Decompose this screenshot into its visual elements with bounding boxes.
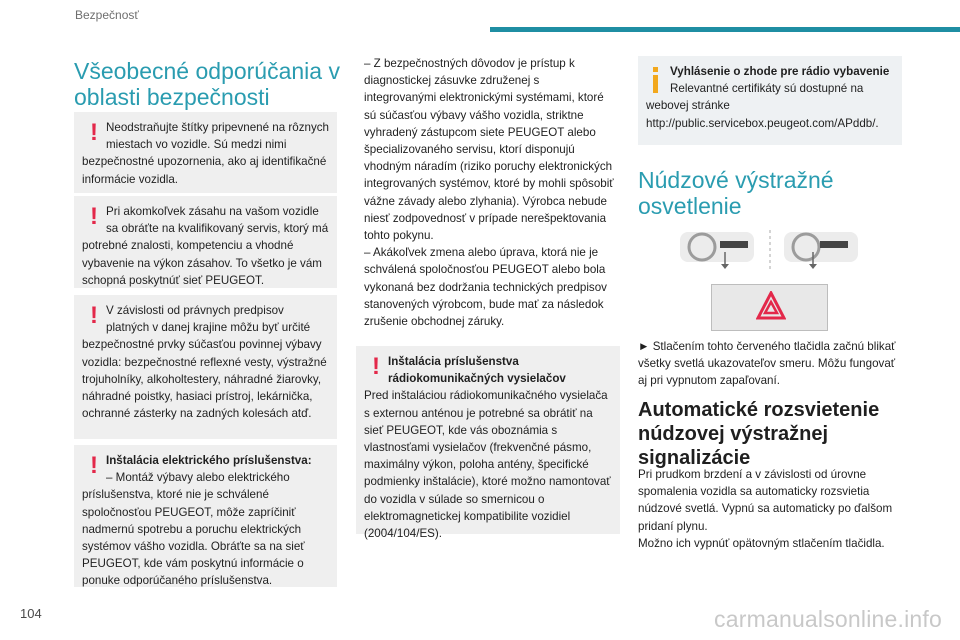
warning-box-service (74, 196, 337, 288)
warning-exclamation-icon: ! (90, 119, 98, 146)
warning-box-equipment (74, 295, 337, 439)
warning-text: Neodstraňujte štítky pripevnené na rôznych miestach vo vozidle. Sú medzi nimi bezpečnostné upozornenia, ako aj identifikačné informácie vozidla. (82, 121, 329, 186)
hazard-lights-text: ► Stlačením tohto červeného tlačidla začnú blikať všetky svetlá ukazovateľov smeru. Môžu fungovať aj pri vypnutom zapaľovaní. (638, 340, 896, 388)
warning-box-electrical (74, 445, 337, 587)
warning-title: Inštalácia elektrického príslušenstva: (106, 454, 312, 467)
page-number: 104 (20, 606, 42, 621)
warning-text: Pred inštaláciou rádiokomunikačného vysielača s externou anténou je potrebné sa obrátiť na sieť PEUGEOT, kde vás oboznámia s vlastnosťami vysielačov (frekvenčné pásmo, maximálny výkon, poloha antény, špecifické podmienky inštalácie), ktoré možno namontovať do vozidla v súlade so smernicou o elektromagnetickej kompatibilite vozidiel (2004/104/ES). (364, 389, 611, 541)
warning-box-labels (74, 112, 337, 193)
warning-text: V závislosti od právnych predpisov platných v danej krajine môžu byť určité bezpečnostné prvky súčasťou povinnej výbavy vozidla: bezpečnostné reflexné vesty, výstražné trojuholníky, alkoholtestery, náhradné žiarovky, náhradné poistky, hasiaci prístroj, lekárnička, ochranné zásterky na zadných kolesách atď. (82, 304, 327, 421)
steering-wheel-illustration (680, 228, 860, 274)
warning-exclamation-icon: ! (90, 452, 98, 479)
info-text: Relevantné certifikáty sú dostupné na webovej stránke http://public.servicebox.peugeot.com/APddb/. (646, 82, 879, 130)
section-title-hazard-lights: Núdzové výstražné osvetlenie (638, 167, 834, 219)
info-box-radio-conformity (638, 56, 902, 145)
info-icon (646, 63, 670, 97)
automatic-hazard-text: Pri prudkom brzdení a v závislosti od úrovne spomalenia vozidla sa automaticky rozsvietia núdzové svetlá. Vypnú sa automaticky po ďalšom pridaní plynu. Možno ich vypnúť opätovným stlačením tlačidla. (638, 468, 893, 550)
info-title: Vyhlásenie o zhode pre rádio vybavenie (670, 65, 890, 78)
warning-text: Pri akomkoľvek zásahu na vašom vozidle sa obráťte na kvalifikovaný servis, ktorý má potrebné znalosti, kompetenciu a vhodné vybavenie na výkon zásahov. To všetko je vám schopná poskytnúť sieť PEUGEOT. (82, 205, 329, 287)
hazard-button-illustration (711, 284, 828, 331)
warning-exclamation-icon: ! (372, 353, 380, 380)
watermark: carmanualsonline.info (714, 606, 942, 632)
section-title-automatic-hazard: Automatické rozsvietenie núdzovej výstražnej signalizácie (638, 399, 880, 469)
diagnostic-socket-text: – Z bezpečnostných dôvodov je prístup k diagnostickej zásuvke združenej s integrovanými elektronickými systémami, ktoré sú súčasťou výbavy vášho vozidla, striktne vyhradený zástupcom siete PEUGEOT alebo špecializovaného servisu, ktorí disponujú vhodným náradím (riziko poruchy elektronických integrovaných systémov, ktoré by mohli spôsobiť vážne závady alebo zlyhania). Výrobca nebude niesť zodpovednosť v prípade nerešpektovania tohto pokynu. – Akákoľvek zmena alebo úprava, ktorá nie je schválená spoločnosťou PEUGEOT alebo bola vykonaná bez dodržania technických predpisov stanovených výrobcom, bude mať za následok zrušenie obchodnej záruky. (364, 57, 614, 329)
hazard-triangle-icon (756, 291, 786, 321)
header-accent-bar (490, 27, 960, 32)
running-head: Bezpečnosť (75, 8, 139, 22)
warning-text: – Montáž výbavy alebo elektrického príslušenstva, ktoré nie je schválené spoločnosťou PEUGEOT, môže zapríčiniť nadmernú spotrebu a poruchu elektrických systémov vášho vozidla. Obráťte sa na sieť PEUGEOT, kde vám poskytnú informácie o ponuke odporúčaného príslušenstva. (82, 471, 305, 588)
warning-exclamation-icon: ! (90, 203, 98, 230)
warning-box-radio (356, 346, 620, 541)
section-title-safety: Všeobecné odporúčania v oblasti bezpečnosti (74, 58, 340, 110)
warning-exclamation-icon: ! (90, 302, 98, 329)
steering-wheel-icon (784, 232, 858, 269)
steering-wheel-icon (680, 232, 754, 269)
warning-title: Inštalácia príslušenstva rádiokomunikačných vysielačov (388, 355, 566, 386)
